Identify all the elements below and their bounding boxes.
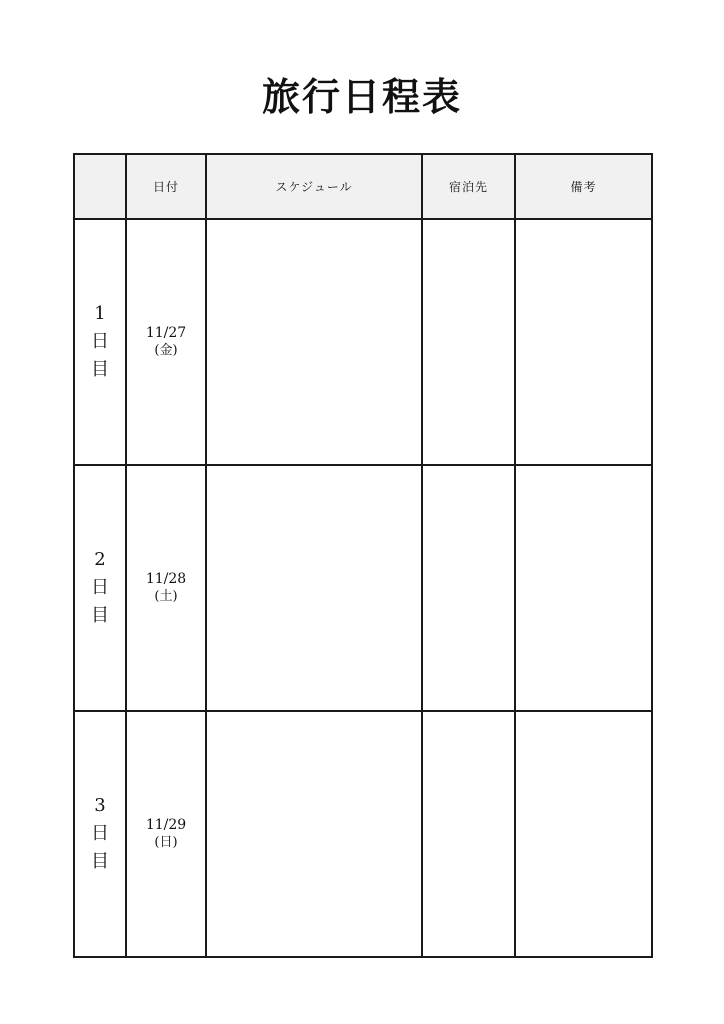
- page-title: 旅行日程表: [261, 74, 462, 119]
- date-cell: [126, 711, 206, 957]
- header-day: [74, 154, 126, 219]
- day-cell: [74, 219, 126, 465]
- table-row-day-1: [74, 219, 652, 465]
- schedule-cell[interactable]: [206, 711, 422, 957]
- header-notes: 備考: [515, 154, 652, 219]
- table-row-day-3: [74, 711, 652, 957]
- date-value: 11/29: [145, 817, 187, 833]
- date-value: 11/27: [145, 325, 187, 341]
- weekday-value: (金): [154, 343, 178, 358]
- header-schedule: スケジュール: [206, 154, 422, 219]
- day-cell: [74, 465, 126, 711]
- itinerary-table: [73, 153, 653, 958]
- lodging-cell[interactable]: [422, 465, 515, 711]
- schedule-cell[interactable]: [206, 219, 422, 465]
- lodging-cell[interactable]: [422, 219, 515, 465]
- day-label: 2日目: [91, 549, 109, 626]
- header-lodging: 宿泊先: [422, 154, 515, 219]
- weekday-value: (土): [154, 589, 178, 604]
- notes-cell[interactable]: [515, 465, 652, 711]
- notes-cell[interactable]: [515, 711, 652, 957]
- schedule-cell[interactable]: [206, 465, 422, 711]
- lodging-cell[interactable]: [422, 711, 515, 957]
- date-cell: [126, 465, 206, 711]
- date-value: 11/28: [145, 571, 187, 587]
- table-row-day-2: [74, 465, 652, 711]
- date-cell: [126, 219, 206, 465]
- day-label: 3日目: [91, 795, 109, 872]
- weekday-value: (日): [154, 835, 178, 850]
- header-row: [74, 154, 652, 219]
- header-date: 日付: [126, 154, 206, 219]
- day-cell: [74, 711, 126, 957]
- day-label: 1日目: [91, 303, 109, 380]
- notes-cell[interactable]: [515, 219, 652, 465]
